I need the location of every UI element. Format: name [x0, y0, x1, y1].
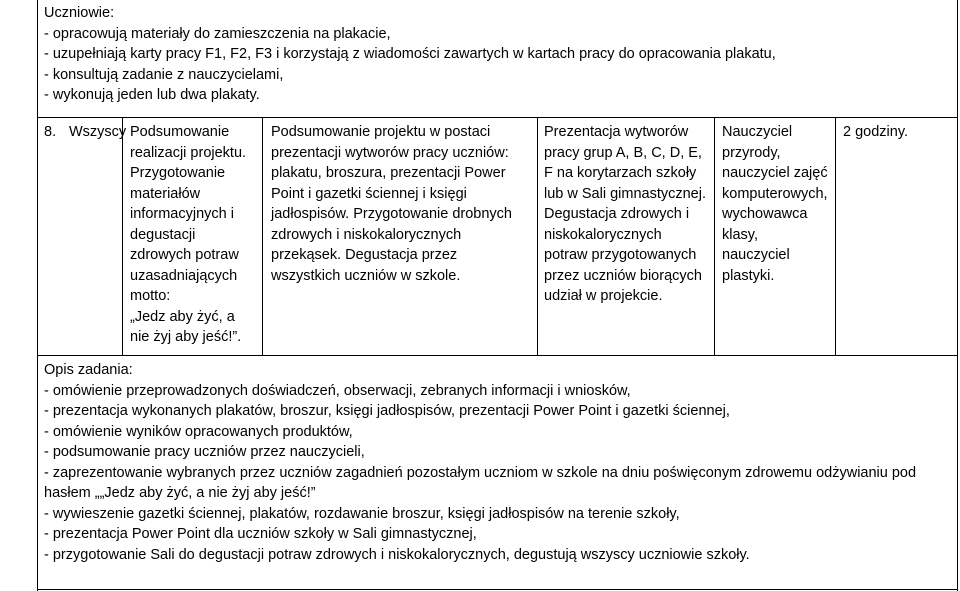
top-block-line: - opracowują materiały do zamieszczenia na plakacie, [44, 25, 391, 42]
topic-line: realizacji projektu. [130, 144, 247, 161]
top-block-line: - wykonują jeden lub dwa plakaty. [44, 87, 260, 103]
activities-line: Point i gazetki ściennej i księgi [271, 185, 467, 202]
effects-line: pracy grup A, B, C, D, E, [544, 144, 702, 161]
row-topic [130, 122, 246, 348]
topic-line: uzasadniających [130, 267, 238, 284]
row-separator-top [37, 117, 958, 118]
row-activities [271, 122, 512, 286]
top-block [44, 3, 776, 106]
activities-line: Podsumowanie projektu w postaci [271, 124, 491, 140]
top-block-heading: Uczniowie: [44, 5, 115, 21]
teachers-line: Nauczyciel [722, 124, 793, 140]
bottom-block-line: - prezentacja wykonanych plakatów, broszur, księgi jadłospisów, prezentacji Power Point i gazetki ściennej, [44, 403, 730, 419]
row-time: 2 godziny. [843, 124, 909, 140]
row-teachers [722, 122, 828, 286]
effects-line: Degustacja zdrowych i [544, 206, 690, 222]
bottom-block-line: - podsumowanie pracy uczniów przez nauczycieli, [44, 444, 365, 460]
bottom-block-line: - omówienie przeprowadzonych doświadczeń, obserwacji, zebranych informacji i wniosków, [44, 382, 631, 399]
table-border-left [37, 0, 38, 591]
column-divider-5 [835, 117, 836, 355]
topic-line: motto: [130, 288, 171, 304]
page-bottom-border [37, 589, 958, 590]
top-block-line: - uzupełniają karty pracy F1, F2, F3 i korzystają z wiadomości zawartych w kartach pracy do opracowania plakatu, [44, 46, 776, 62]
activities-line: prezentacji wytworów pracy uczniów: [271, 144, 509, 161]
teachers-line: plastyki. [722, 267, 775, 284]
bottom-block-line: - zaprezentowanie wybranych przez uczniów zagadnień pozostałym uczniom w szkole na dniu poświęconym zdrowemu odżywianiu pod [44, 464, 917, 481]
teachers-line: nauczyciel [722, 247, 790, 263]
effects-line: potraw przygotowanych [544, 247, 697, 263]
effects-line: Prezentacja wytworów [544, 124, 689, 140]
effects-line: lub w Sali gimnastycznej. [544, 185, 706, 202]
bottom-block-heading: Opis zadania: [44, 362, 133, 378]
topic-line: Podsumowanie [130, 124, 230, 140]
column-divider-1 [122, 117, 123, 355]
row-number: 8. [44, 124, 57, 140]
activities-line: przekąsek. Degustacja przez [271, 247, 458, 263]
top-block-line: - konsultują zadanie z nauczycielami, [44, 66, 284, 83]
bottom-block-line: - przygotowanie Sali do degustacji potraw zdrowych i niskokalorycznych, degustują wszyscy uczniowie szkoły. [44, 546, 750, 563]
teachers-line: przyrody, [722, 144, 781, 161]
activities-line: jadłospisów. Przygotowanie drobnych [271, 206, 512, 222]
topic-line: Przygotowanie [130, 165, 226, 181]
topic-line: „Jedz aby żyć, a [130, 308, 235, 325]
bottom-block-line: hasłem „„Jedz aby żyć, a nie żyj aby jeść!” [44, 485, 316, 501]
activities-line: plakatu, broszura, prezentacji Power [271, 165, 506, 181]
effects-line: przez uczniów biorących [544, 267, 702, 284]
column-divider-3 [537, 117, 538, 355]
row-separator-bottom [37, 355, 958, 356]
column-divider-2 [262, 117, 263, 355]
topic-line: materiałów [130, 185, 201, 202]
row-participants: Wszyscy [69, 124, 127, 140]
column-divider-4 [714, 117, 715, 355]
table-border-right [957, 0, 958, 591]
teachers-line: nauczyciel zajęć [722, 165, 828, 181]
row-effects [544, 122, 706, 307]
effects-line: F na korytarzach szkoły [544, 165, 697, 181]
bottom-block [44, 360, 916, 565]
activities-line: wszystkich uczniów w szkole. [271, 267, 461, 284]
effects-line: niskokalorycznych [544, 226, 662, 243]
topic-line: zdrowych potraw [130, 247, 239, 263]
activities-line: zdrowych i niskokalorycznych [271, 226, 462, 243]
teachers-line: komputerowych, [722, 185, 828, 202]
teachers-line: wychowawca [722, 206, 808, 222]
bottom-block-line: - prezentacja Power Point dla uczniów szkoły w Sali gimnastycznej, [44, 526, 477, 542]
teachers-line: klasy, [722, 226, 758, 243]
topic-line: nie żyj aby jeść!”. [130, 329, 242, 345]
bottom-block-line: - wywieszenie gazetki ściennej, plakatów, rozdawanie broszur, księgi jadłospisów na terenie szkoły, [44, 505, 680, 522]
bottom-block-line: - omówienie wyników opracowanych produktów, [44, 423, 353, 440]
topic-line: informacyjnych i [130, 206, 234, 222]
effects-line: udział w projekcie. [544, 288, 663, 304]
topic-line: degustacji [130, 226, 196, 243]
